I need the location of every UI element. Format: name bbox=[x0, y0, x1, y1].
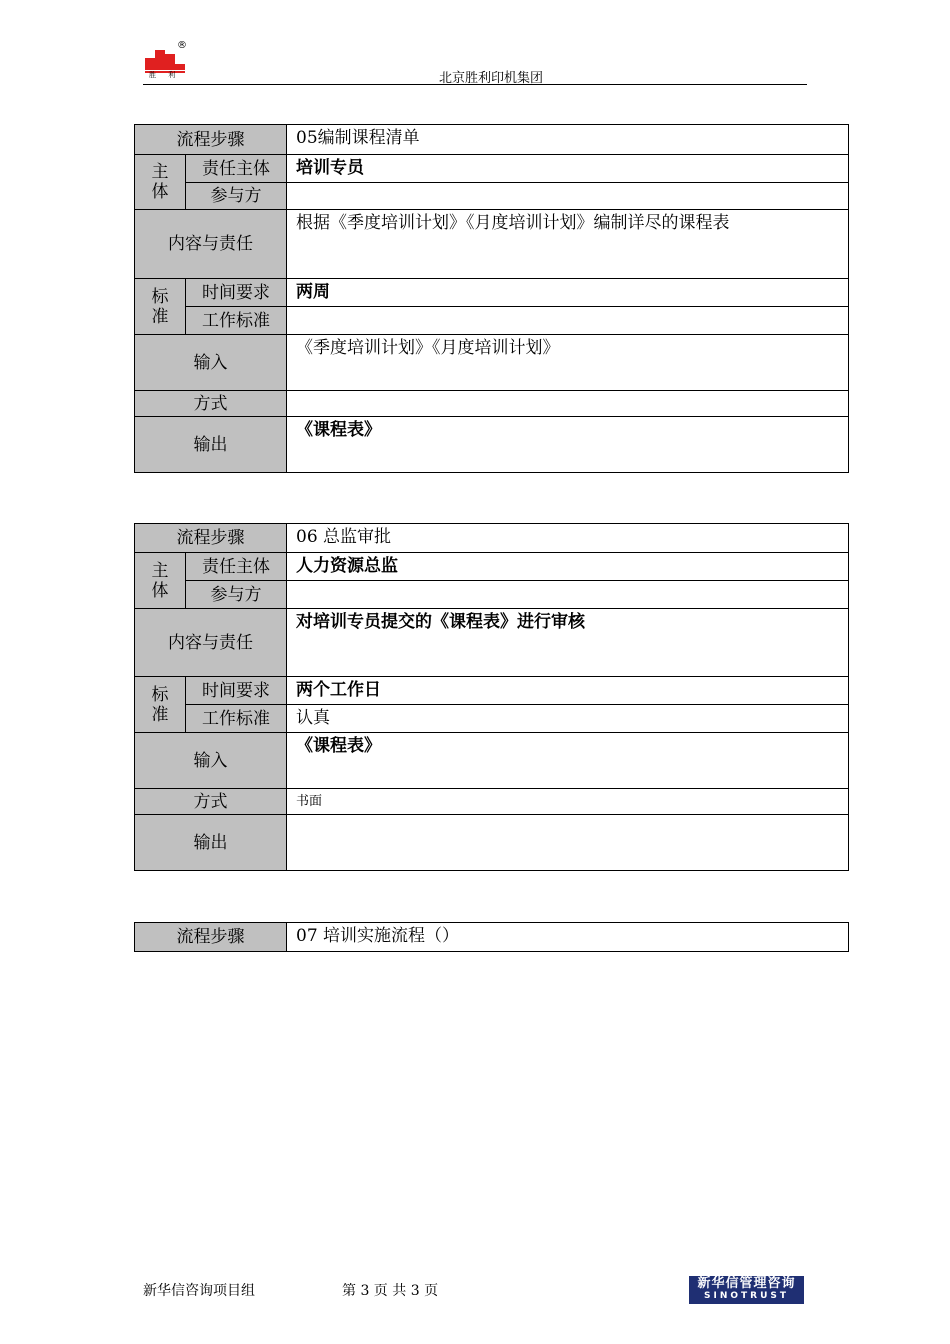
footer-project-group: 新华信咨询项目组 bbox=[143, 1283, 255, 1299]
step-label: 流程步骤 bbox=[135, 125, 287, 155]
responsible-value: 人力资源总监 bbox=[287, 553, 849, 581]
output-label: 输出 bbox=[135, 417, 287, 473]
content-value: 根据《季度培训计划》《月度培训计划》编制详尽的课程表 bbox=[287, 210, 849, 279]
process-step-table bbox=[134, 124, 849, 473]
output-value bbox=[287, 815, 849, 871]
step-value: 05编制课程清单 bbox=[287, 125, 849, 155]
participant-label: 参与方 bbox=[186, 581, 287, 609]
participant-value bbox=[287, 581, 849, 609]
page-header bbox=[143, 40, 807, 85]
content-value: 对培训专员提交的《课程表》进行审核 bbox=[287, 609, 849, 677]
company-name: 北京胜利印机集团 bbox=[439, 71, 544, 86]
responsible-value: 培训专员 bbox=[287, 155, 849, 183]
responsible-label: 责任主体 bbox=[186, 155, 287, 183]
step-label: 流程步骤 bbox=[135, 923, 287, 952]
standard-label: 标 准 bbox=[135, 677, 186, 733]
standard-label: 标 准 bbox=[135, 279, 186, 335]
participant-value bbox=[287, 183, 849, 210]
output-value: 《课程表》 bbox=[287, 417, 849, 473]
input-value: 《季度培训计划》《月度培训计划》 bbox=[287, 335, 849, 391]
process-step-table bbox=[134, 922, 849, 952]
subject-label: 主 体 bbox=[135, 155, 186, 210]
time-req-label: 时间要求 bbox=[186, 677, 287, 705]
input-label: 输入 bbox=[135, 733, 287, 789]
work-std-label: 工作标准 bbox=[186, 705, 287, 733]
step-value: 06 总监审批 bbox=[287, 524, 849, 553]
step-value: 07 培训实施流程（） bbox=[287, 923, 849, 952]
logo-en-text: SINOTRUST bbox=[703, 1291, 789, 1301]
logo-cn-text: 新华信管理咨询 bbox=[697, 1276, 796, 1291]
responsible-label: 责任主体 bbox=[186, 553, 287, 581]
process-step-table bbox=[134, 523, 849, 871]
method-value bbox=[287, 391, 849, 417]
time-req-label: 时间要求 bbox=[186, 279, 287, 307]
work-std-value: 认真 bbox=[287, 705, 849, 733]
work-std-value bbox=[287, 307, 849, 335]
time-req-value: 两个工作日 bbox=[287, 677, 849, 705]
step-label: 流程步骤 bbox=[135, 524, 287, 553]
output-label: 输出 bbox=[135, 815, 287, 871]
input-value: 《课程表》 bbox=[287, 733, 849, 789]
logo-text: 胜 利 bbox=[149, 71, 181, 79]
method-label: 方式 bbox=[135, 789, 287, 815]
method-value: 书面 bbox=[287, 789, 849, 815]
time-req-value: 两周 bbox=[287, 279, 849, 307]
participant-label: 参与方 bbox=[186, 183, 287, 210]
work-std-label: 工作标准 bbox=[186, 307, 287, 335]
input-label: 输入 bbox=[135, 335, 287, 391]
sinotrust-logo bbox=[689, 1276, 804, 1304]
content-label: 内容与责任 bbox=[135, 609, 287, 677]
content-label: 内容与责任 bbox=[135, 210, 287, 279]
subject-label: 主 体 bbox=[135, 553, 186, 609]
footer-page-number: 第 3 页 共 3 页 bbox=[342, 1283, 439, 1299]
registered-mark: ® bbox=[177, 40, 187, 51]
method-label: 方式 bbox=[135, 391, 287, 417]
